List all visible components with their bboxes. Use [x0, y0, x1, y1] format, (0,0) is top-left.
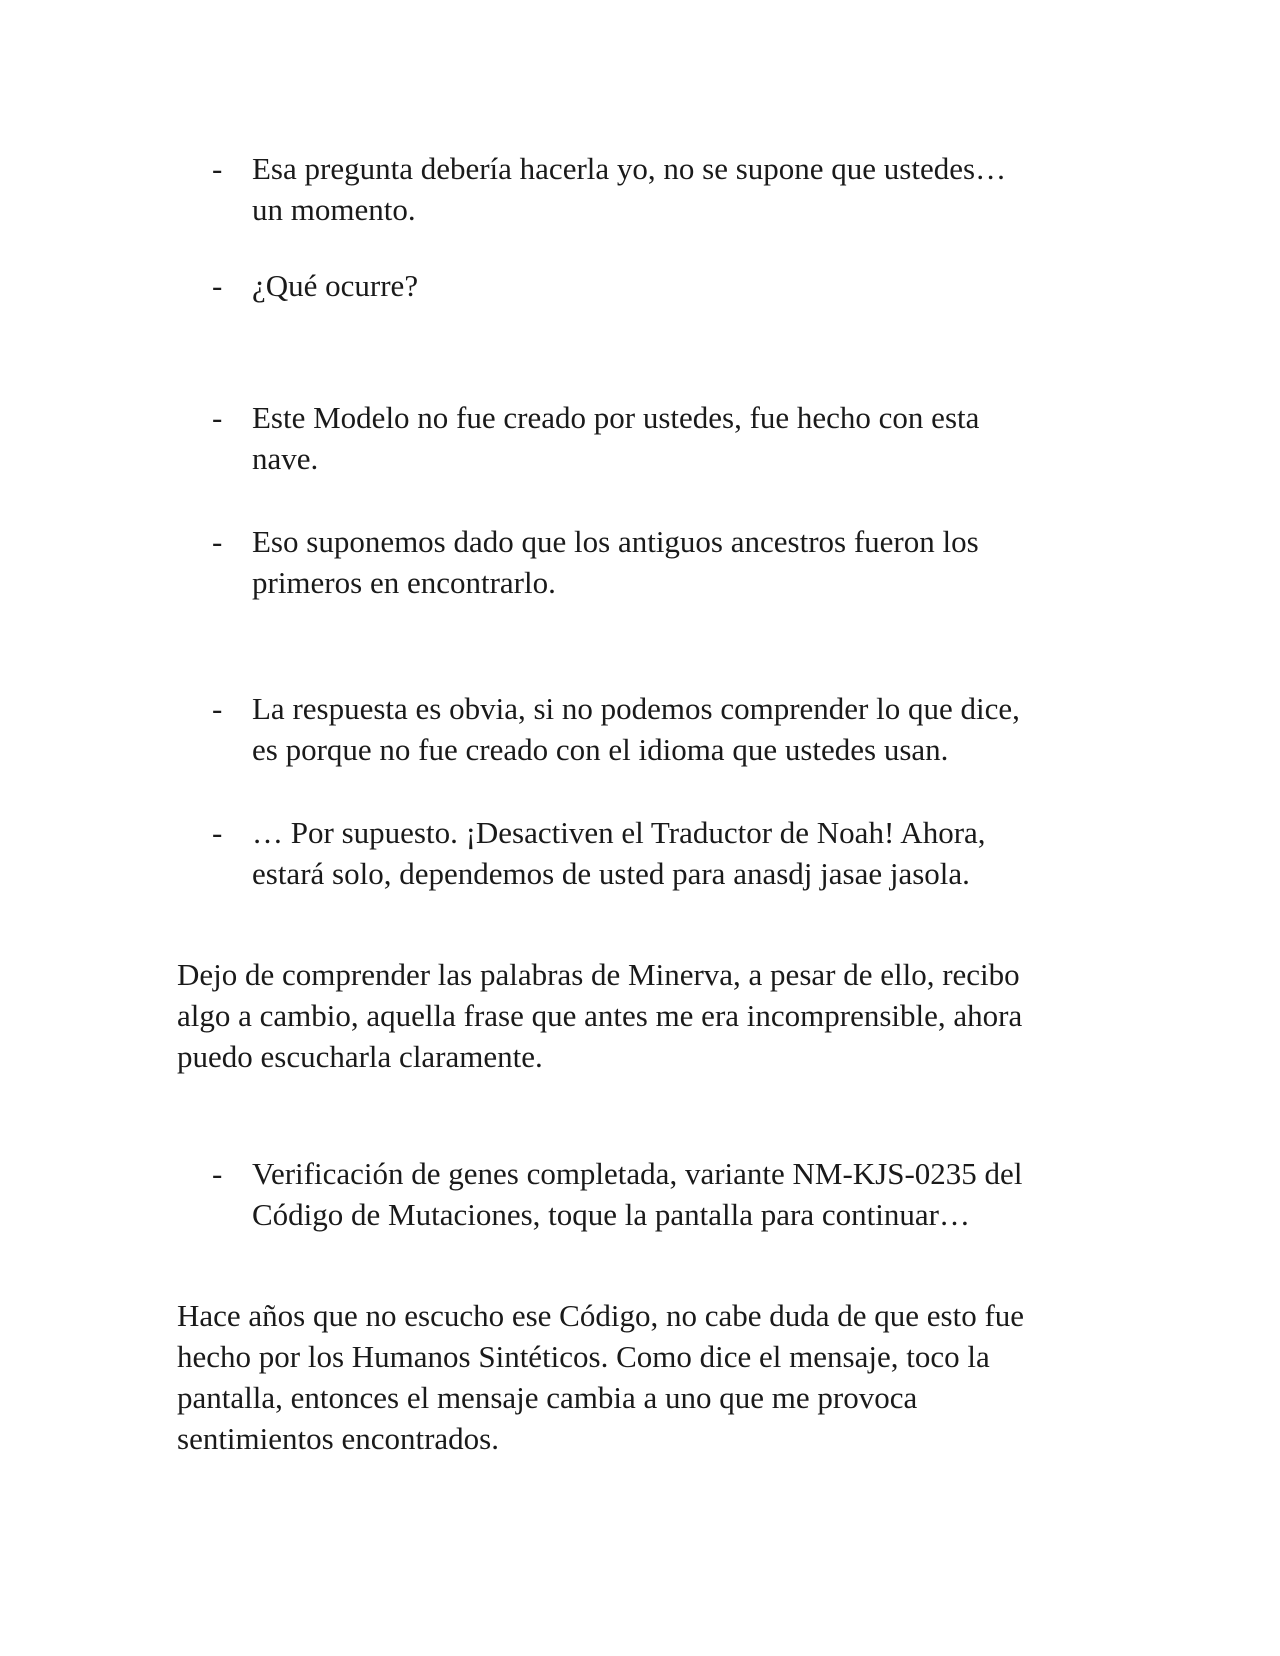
dialogue-dash: -: [212, 400, 223, 435]
dialogue-dash: -: [212, 815, 223, 850]
dialogue-dash: -: [212, 1156, 223, 1191]
dialogue-text: ¿Qué ocurre?: [252, 268, 419, 303]
dialogue-dash: -: [212, 151, 223, 186]
dialogue-text: La respuesta es obvia, si no podemos comprender lo que dice, es porque no fue creado con el idioma que ustedes usan.: [252, 691, 1020, 767]
narrative-paragraph: Hace años que no escucho ese Código, no cabe duda de que esto fue hecho por los Humanos Sintéticos. Como dice el mensaje, toco la pantalla, entonces el mensaje cambia a uno que me provoca sentimientos encontrados.: [177, 1298, 1025, 1456]
narrative-paragraph: Dejo de comprender las palabras de Minerva, a pesar de ello, recibo algo a cambio, aquella frase que antes me era incomprensible, ahora puedo escucharla claramente.: [177, 957, 1023, 1074]
dialogue-text: Verificación de genes completada, variante NM-KJS-0235 del Código de Mutaciones, toque la pantalla para continuar…: [252, 1156, 1023, 1232]
dialogue-text: Eso suponemos dado que los antiguos ancestros fueron los primeros en encontrarlo.: [252, 524, 979, 600]
dialogue-dash: -: [212, 691, 223, 726]
dialogue-dash: -: [212, 268, 223, 303]
dialogue-dash: -: [212, 524, 223, 559]
dialogue-text: Este Modelo no fue creado por ustedes, fue hecho con esta nave.: [252, 400, 980, 476]
dialogue-text: … Por supuesto. ¡Desactiven el Traductor de Noah! Ahora, estará solo, dependemos de usted para anasdj jasae jasola.: [252, 815, 986, 891]
dialogue-text: Esa pregunta debería hacerla yo, no se supone que ustedes… un momento.: [252, 151, 1007, 227]
